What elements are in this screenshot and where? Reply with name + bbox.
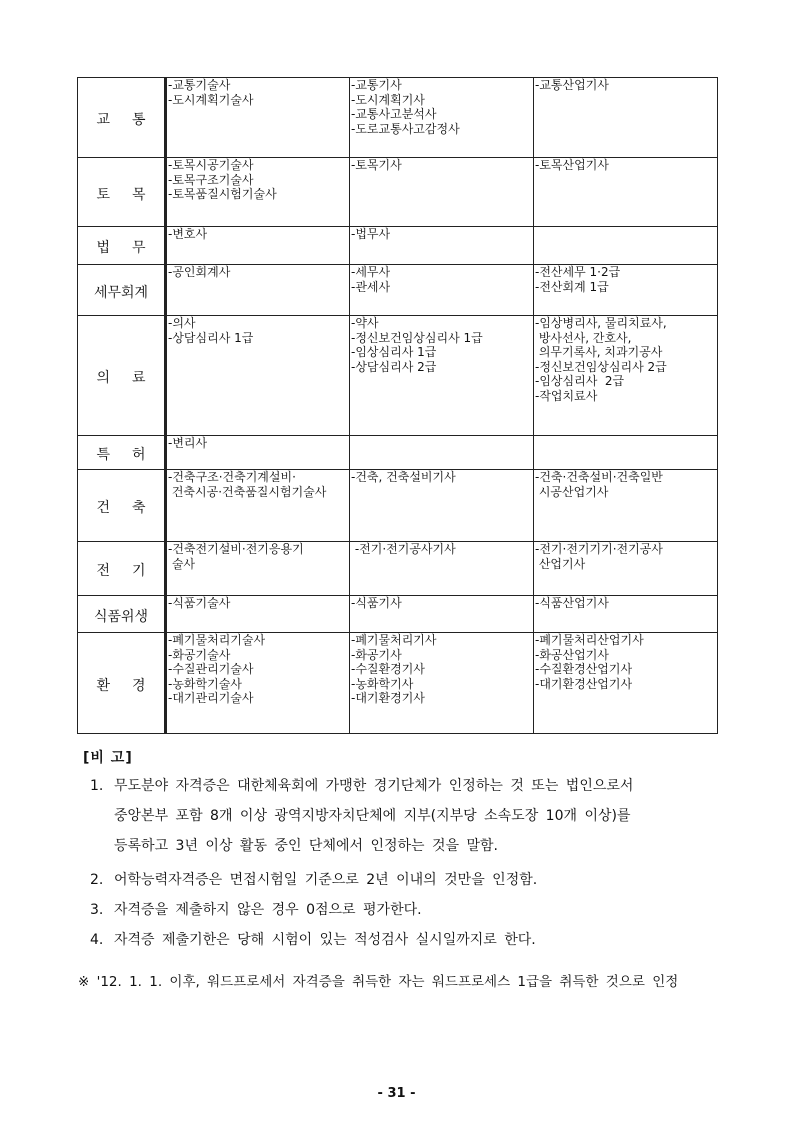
remark-note: ※ '12. 1. 1. 이후, 워드프로세서 자격증을 취득한 자는 워드프로세스 1급을 취득한 것으로 인정 — [78, 974, 679, 990]
table-row — [78, 470, 718, 542]
field-name: 교통 — [78, 78, 166, 158]
industrial-engineer-cell: -식품산업기사 — [534, 596, 718, 633]
table-row — [78, 316, 718, 436]
industrial-engineer-cell — [534, 436, 718, 470]
note-number: 1. — [90, 778, 104, 794]
notes-title: [비 고] — [83, 750, 133, 766]
industrial-engineer-cell: -임상병리사, 물리치료사, 방사선사, 간호사, 의무기록사, 치과기공사 -정신보건임상심리사 2급 -임상심리사 2급 -작업치료사 — [534, 316, 718, 436]
technician-cell: -건축구조·건축기계설비· 건축시공·건축품질시험기술사 — [166, 470, 350, 542]
technician-cell: -공인회계사 — [166, 265, 350, 316]
industrial-engineer-cell: -폐기물처리산업기사 -화공산업기사 -수질환경산업기사 -대기환경산업기사 — [534, 633, 718, 734]
industrial-engineer-cell — [534, 227, 718, 265]
field-name: 세무회계 — [78, 265, 166, 316]
industrial-engineer-cell: -전기·전기기기·전기공사 산업기사 — [534, 542, 718, 596]
field-name: 법무 — [78, 227, 166, 265]
technician-cell: -의사 -상담심리사 1급 — [166, 316, 350, 436]
industrial-engineer-cell: -건축·건축설비·건축일반 시공산업기사 — [534, 470, 718, 542]
note-text: 어학능력자격증은 면접시험일 기준으로 2년 이내의 것만을 인정함. — [114, 872, 538, 888]
note-text: 자격증을 제출하지 않은 경우 0점으로 평가한다. — [114, 902, 422, 918]
technician-cell: -변호사 — [166, 227, 350, 265]
table-row — [78, 265, 718, 316]
industrial-engineer-cell: -전산세무 1·2급 -전산회계 1급 — [534, 265, 718, 316]
note-text: 등록하고 3년 이상 활동 중인 단체에서 인정하는 것을 말함. — [114, 838, 499, 854]
field-name: 건축 — [78, 470, 166, 542]
field-name: 환경 — [78, 633, 166, 734]
note-number: 2. — [90, 872, 104, 888]
engineer-cell: -교통기사 -도시계획기사 -교통사고분석사 -도로교통사고감정사 — [350, 78, 534, 158]
certificate-table — [77, 77, 718, 734]
table-row — [78, 227, 718, 265]
technician-cell: -변리사 — [166, 436, 350, 470]
engineer-cell: -식품기사 — [350, 596, 534, 633]
note-item-4 — [90, 925, 720, 955]
note-text: 자격증 제출기한은 당해 시험이 있는 적성검사 실시일까지로 한다. — [114, 932, 536, 948]
engineer-cell: -건축, 건축설비기사 — [350, 470, 534, 542]
engineer-cell: -전기·전기공사기사 — [350, 542, 534, 596]
engineer-cell: -폐기물처리기사 -화공기사 -수질환경기사 -농화학기사 -대기환경기사 — [350, 633, 534, 734]
field-name: 전기 — [78, 542, 166, 596]
industrial-engineer-cell: -교통산업기사 — [534, 78, 718, 158]
technician-cell: -폐기물처리기술사 -화공기술사 -수질관리기술사 -농화학기술사 -대기관리기술사 — [166, 633, 350, 734]
note-item-3 — [90, 895, 720, 925]
engineer-cell — [350, 436, 534, 470]
note-item-2 — [90, 865, 720, 895]
engineer-cell: -약사 -정신보건임상심리사 1급 -임상심리사 1급 -상담심리사 2급 — [350, 316, 534, 436]
engineer-cell: -세무사 -관세사 — [350, 265, 534, 316]
note-text: 중앙본부 포함 8개 이상 광역지방자치단체에 지부(지부당 소속도장 10개 이상)를 — [114, 808, 631, 824]
field-name: 의료 — [78, 316, 166, 436]
engineer-cell: -법무사 — [350, 227, 534, 265]
engineer-cell: -토목기사 — [350, 158, 534, 227]
note-item-1 — [90, 771, 720, 861]
field-name: 식품위생 — [78, 596, 166, 633]
technician-cell: -건축전기설비·전기응용기 술사 — [166, 542, 350, 596]
table-row — [78, 78, 718, 158]
table-row — [78, 596, 718, 633]
table-row — [78, 158, 718, 227]
note-number: 4. — [90, 932, 104, 948]
technician-cell: -교통기술사 -도시계획기술사 — [166, 78, 350, 158]
table-row — [78, 633, 718, 734]
field-name: 특허 — [78, 436, 166, 470]
technician-cell: -토목시공기술사 -토목구조기술사 -토목품질시험기술사 — [166, 158, 350, 227]
field-name: 토목 — [78, 158, 166, 227]
technician-cell: -식품기술사 — [166, 596, 350, 633]
table-row — [78, 436, 718, 470]
industrial-engineer-cell: -토목산업기사 — [534, 158, 718, 227]
note-text: 무도분야 자격증은 대한체육회에 가맹한 경기단체가 인정하는 것 또는 법인으로서 — [114, 778, 634, 794]
table-row — [78, 542, 718, 596]
page-number: - 31 - — [377, 1086, 416, 1101]
note-number: 3. — [90, 902, 104, 918]
